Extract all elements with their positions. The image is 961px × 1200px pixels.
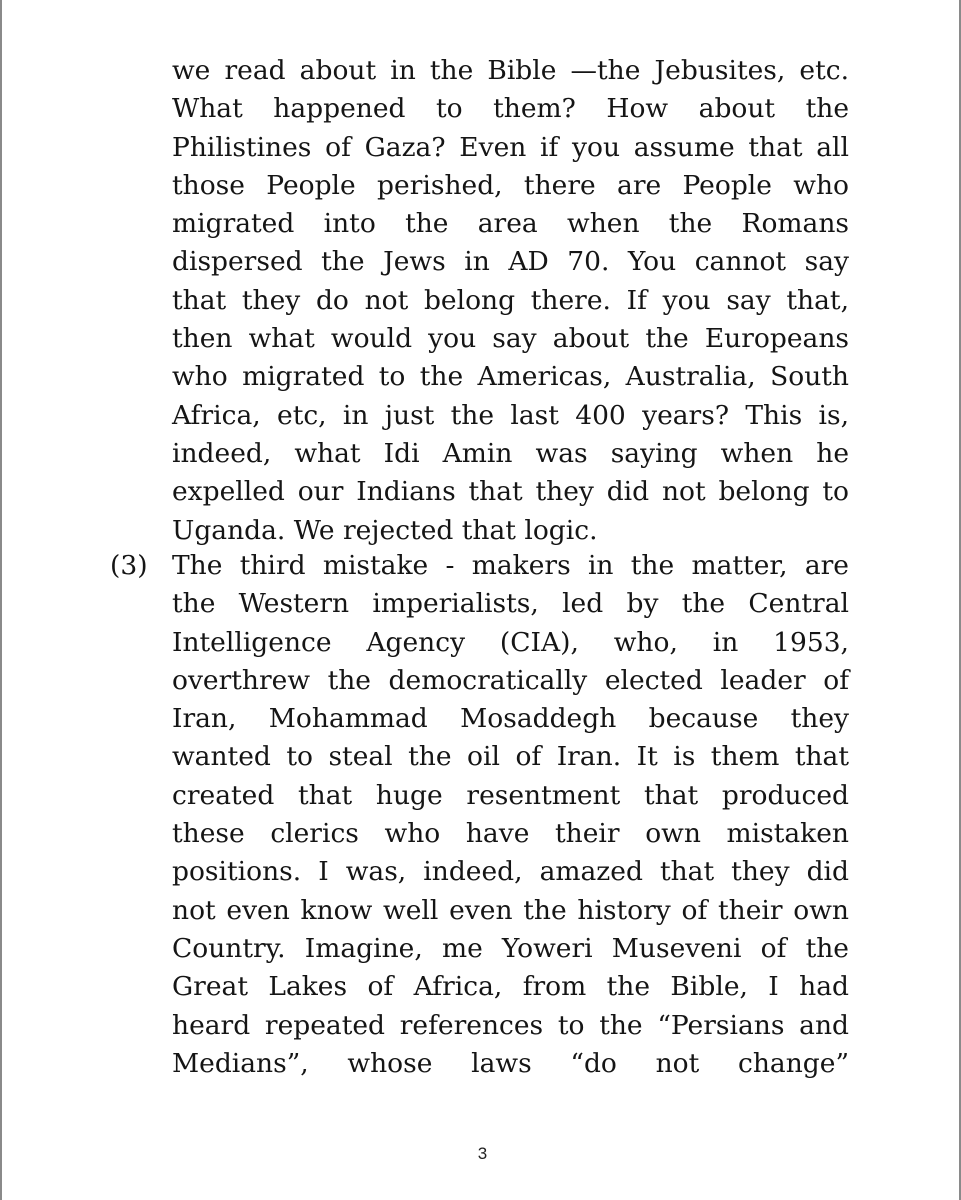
text-line: migrated into the area when the Romans	[172, 208, 849, 240]
text-line: overthrew the democratically elected leader of	[172, 664, 849, 696]
text-line: who migrated to the Americas, Australia, South	[172, 361, 849, 393]
text-line: then what would you say about the Europeans	[172, 323, 849, 355]
text-line: expelled our Indians that they did not belong to	[172, 476, 849, 508]
text-line: we read about in the Bible —the Jebusites, etc.	[172, 55, 849, 86]
text-line: these clerics who have their own mistaken	[172, 818, 849, 850]
text-line: created that huge resentment that produced	[172, 779, 849, 811]
text-line: Intelligence Agency (CIA), who, in 1953,	[172, 626, 849, 658]
text-line: The third mistake - makers in the matter, are	[172, 550, 849, 581]
page-number: 3	[477, 1144, 488, 1163]
text-line: positions. I was, indeed, amazed that they did	[172, 856, 849, 888]
text-line: Great Lakes of Africa, from the Bible, I had	[172, 971, 849, 1003]
text-line: Africa, etc, in just the last 400 years? This is,	[172, 399, 849, 431]
list-item-3-paragraph	[172, 547, 849, 1083]
text-line: What happened to them? How about the	[172, 93, 849, 125]
text-line: indeed, what Idi Amin was saying when he	[172, 437, 849, 469]
text-line: dispersed the Jews in AD 70. You cannot say	[172, 246, 849, 278]
continuation-paragraph	[172, 52, 849, 550]
text-line: wanted to steal the oil of Iran. It is them that	[172, 741, 849, 773]
text-line: Country. Imagine, me Yoweri Museveni of the	[172, 932, 849, 964]
text-line: Iran, Mohammad Mosaddegh because they	[172, 703, 849, 735]
text-line: not even know well even the history of their own	[172, 894, 849, 926]
list-item-number: (3)	[110, 550, 148, 581]
text-line: Uganda. We rejected that logic.	[172, 514, 598, 546]
text-line: Medians”, whose laws “do not change”	[172, 1047, 849, 1079]
text-line: those People perished, there are People who	[172, 169, 849, 201]
text-line: that they do not belong there. If you say that,	[172, 284, 849, 316]
text-line: heard repeated references to the “Persians and	[172, 1009, 849, 1041]
text-line: the Western imperialists, led by the Central	[172, 588, 849, 620]
text-line: Philistines of Gaza? Even if you assume that all	[172, 131, 849, 163]
